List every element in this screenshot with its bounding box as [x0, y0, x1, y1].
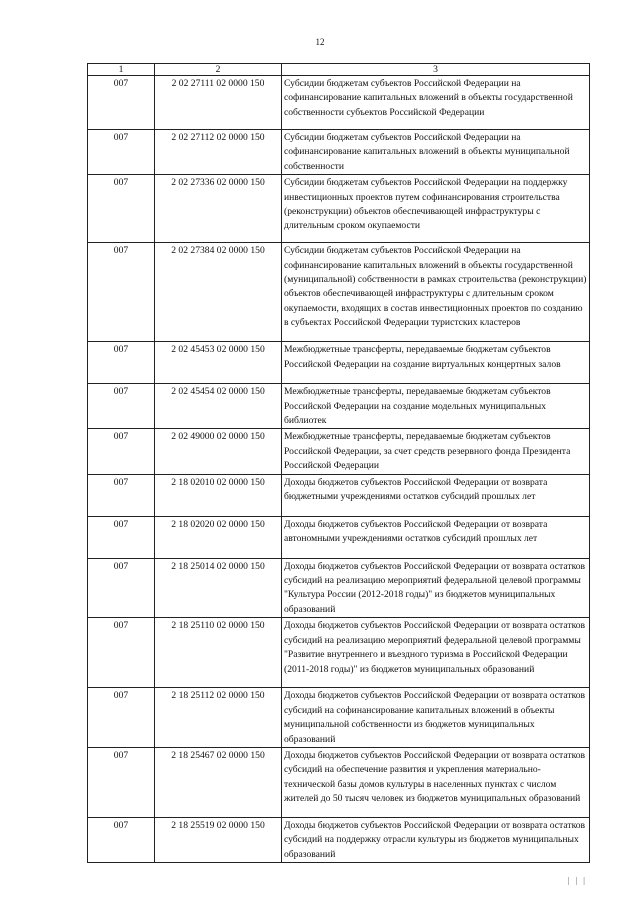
- budget-code-cell: 2 02 45453 02 0000 150: [155, 342, 282, 384]
- description-cell: Доходы бюджетов субъектов Российской Федерации от возврата остатков субсидий на обеспечение развития и укрепления материально-технической базы домов культуры в населенных пунктах с числом жителей до 50 тысяч человек из бюджетов муниципальных образований: [282, 747, 590, 817]
- budget-code-cell: 2 02 27336 02 0000 150: [155, 175, 282, 243]
- table-row: [88, 342, 590, 384]
- table-row: [88, 516, 590, 558]
- budget-code-cell: 2 02 27111 02 0000 150: [155, 76, 282, 130]
- description-cell: Доходы бюджетов субъектов Российской Федерации от возврата автономными учреждениями остатков субсидий прошлых лет: [282, 516, 590, 558]
- table-row: [88, 243, 590, 342]
- table-row: [88, 618, 590, 688]
- description-cell: Доходы бюджетов субъектов Российской Федерации от возврата остатков субсидий на поддержку отрасли культуры из бюджетов муниципальных образований: [282, 817, 590, 862]
- admin-code-cell: 007: [88, 558, 155, 618]
- table-row: [88, 76, 590, 130]
- description-cell: Доходы бюджетов субъектов Российской Федерации от возврата остатков субсидий на реализацию мероприятий федеральной целевой программы "Развитие внутреннего и въездного туризма в Российской Федерации (2011-2018 годы)" из бюджетов муниципальных образований: [282, 618, 590, 688]
- scan-mark: | | |: [568, 876, 587, 885]
- table-row: [88, 429, 590, 474]
- admin-code-cell: 007: [88, 130, 155, 175]
- table-row: [88, 175, 590, 243]
- admin-code-cell: 007: [88, 817, 155, 862]
- admin-code-cell: 007: [88, 342, 155, 384]
- admin-code-cell: 007: [88, 429, 155, 474]
- budget-code-cell: 2 02 45454 02 0000 150: [155, 384, 282, 429]
- description-cell: Доходы бюджетов субъектов Российской Федерации от возврата остатков субсидий на софинансирование капитальных вложений в объекты муниципальной собственности из бюджетов муниципальных образований: [282, 688, 590, 748]
- budget-code-cell: 2 18 25014 02 0000 150: [155, 558, 282, 618]
- admin-code-cell: 007: [88, 175, 155, 243]
- budget-code-cell: 2 18 25112 02 0000 150: [155, 688, 282, 748]
- column-header-code: 2: [155, 64, 282, 76]
- budget-code-cell: 2 18 25110 02 0000 150: [155, 618, 282, 688]
- column-header-admin: 1: [88, 64, 155, 76]
- budget-code-cell: 2 18 02010 02 0000 150: [155, 474, 282, 516]
- description-cell: Доходы бюджетов субъектов Российской Федерации от возврата бюджетными учреждениями остатков субсидий прошлых лет: [282, 474, 590, 516]
- admin-code-cell: 007: [88, 747, 155, 817]
- admin-code-cell: 007: [88, 618, 155, 688]
- admin-code-cell: 007: [88, 243, 155, 342]
- page-number: 12: [315, 37, 325, 47]
- admin-code-cell: 007: [88, 474, 155, 516]
- admin-code-cell: 007: [88, 688, 155, 748]
- description-cell: Субсидии бюджетам субъектов Российской Федерации на софинансирование капитальных вложений в объекты государственной собственности субъектов Российской Федерации: [282, 76, 590, 130]
- admin-code-cell: 007: [88, 76, 155, 130]
- description-cell: Межбюджетные трансферты, передаваемые бюджетам субъектов Российской Федерации, за счет средств резервного фонда Президента Российской Федерации: [282, 429, 590, 474]
- budget-code-cell: 2 18 25519 02 0000 150: [155, 817, 282, 862]
- table-row: [88, 747, 590, 817]
- header-row: [88, 64, 590, 76]
- budget-code-cell: 2 02 27112 02 0000 150: [155, 130, 282, 175]
- table-row: [88, 130, 590, 175]
- table-row: [88, 688, 590, 748]
- budget-code-cell: 2 18 02020 02 0000 150: [155, 516, 282, 558]
- description-cell: Субсидии бюджетам субъектов Российской Федерации на софинансирование капитальных вложений в объекты муниципальной собственности: [282, 130, 590, 175]
- table-row: [88, 558, 590, 618]
- column-header-description: 3: [282, 64, 590, 76]
- budget-code-cell: 2 02 27384 02 0000 150: [155, 243, 282, 342]
- admin-code-cell: 007: [88, 384, 155, 429]
- description-cell: Доходы бюджетов субъектов Российской Федерации от возврата остатков субсидий на реализацию мероприятий федеральной целевой программы "Культура России (2012-2018 годы)" из бюджетов муниципальных образований: [282, 558, 590, 618]
- description-cell: Межбюджетные трансферты, передаваемые бюджетам субъектов Российской Федерации на создание виртуальных концертных залов: [282, 342, 590, 384]
- admin-code-cell: 007: [88, 516, 155, 558]
- budget-code-cell: 2 02 49000 02 0000 150: [155, 429, 282, 474]
- table-row: [88, 817, 590, 862]
- revenue-codes-table: [87, 63, 590, 863]
- table-row: [88, 384, 590, 429]
- table-row: [88, 474, 590, 516]
- description-cell: Субсидии бюджетам субъектов Российской Федерации на поддержку инвестиционных проектов путем софинансирования строительства (реконструкции) объектов обеспечивающей инфраструктуры с длительным сроком окупаемости: [282, 175, 590, 243]
- description-cell: Субсидии бюджетам субъектов Российской Федерации на софинансирование капитальных вложений в объекты государственной (муниципальной) собственности в рамках строительства (реконструкции) объектов обеспечивающей инфраструктуры с длительным сроком окупаемости, входящих в состав инвестиционных проектов по созданию в субъектах Российской Федерации туристских кластеров: [282, 243, 590, 342]
- budget-code-cell: 2 18 25467 02 0000 150: [155, 747, 282, 817]
- description-cell: Межбюджетные трансферты, передаваемые бюджетам субъектов Российской Федерации на создание модельных муниципальных библиотек: [282, 384, 590, 429]
